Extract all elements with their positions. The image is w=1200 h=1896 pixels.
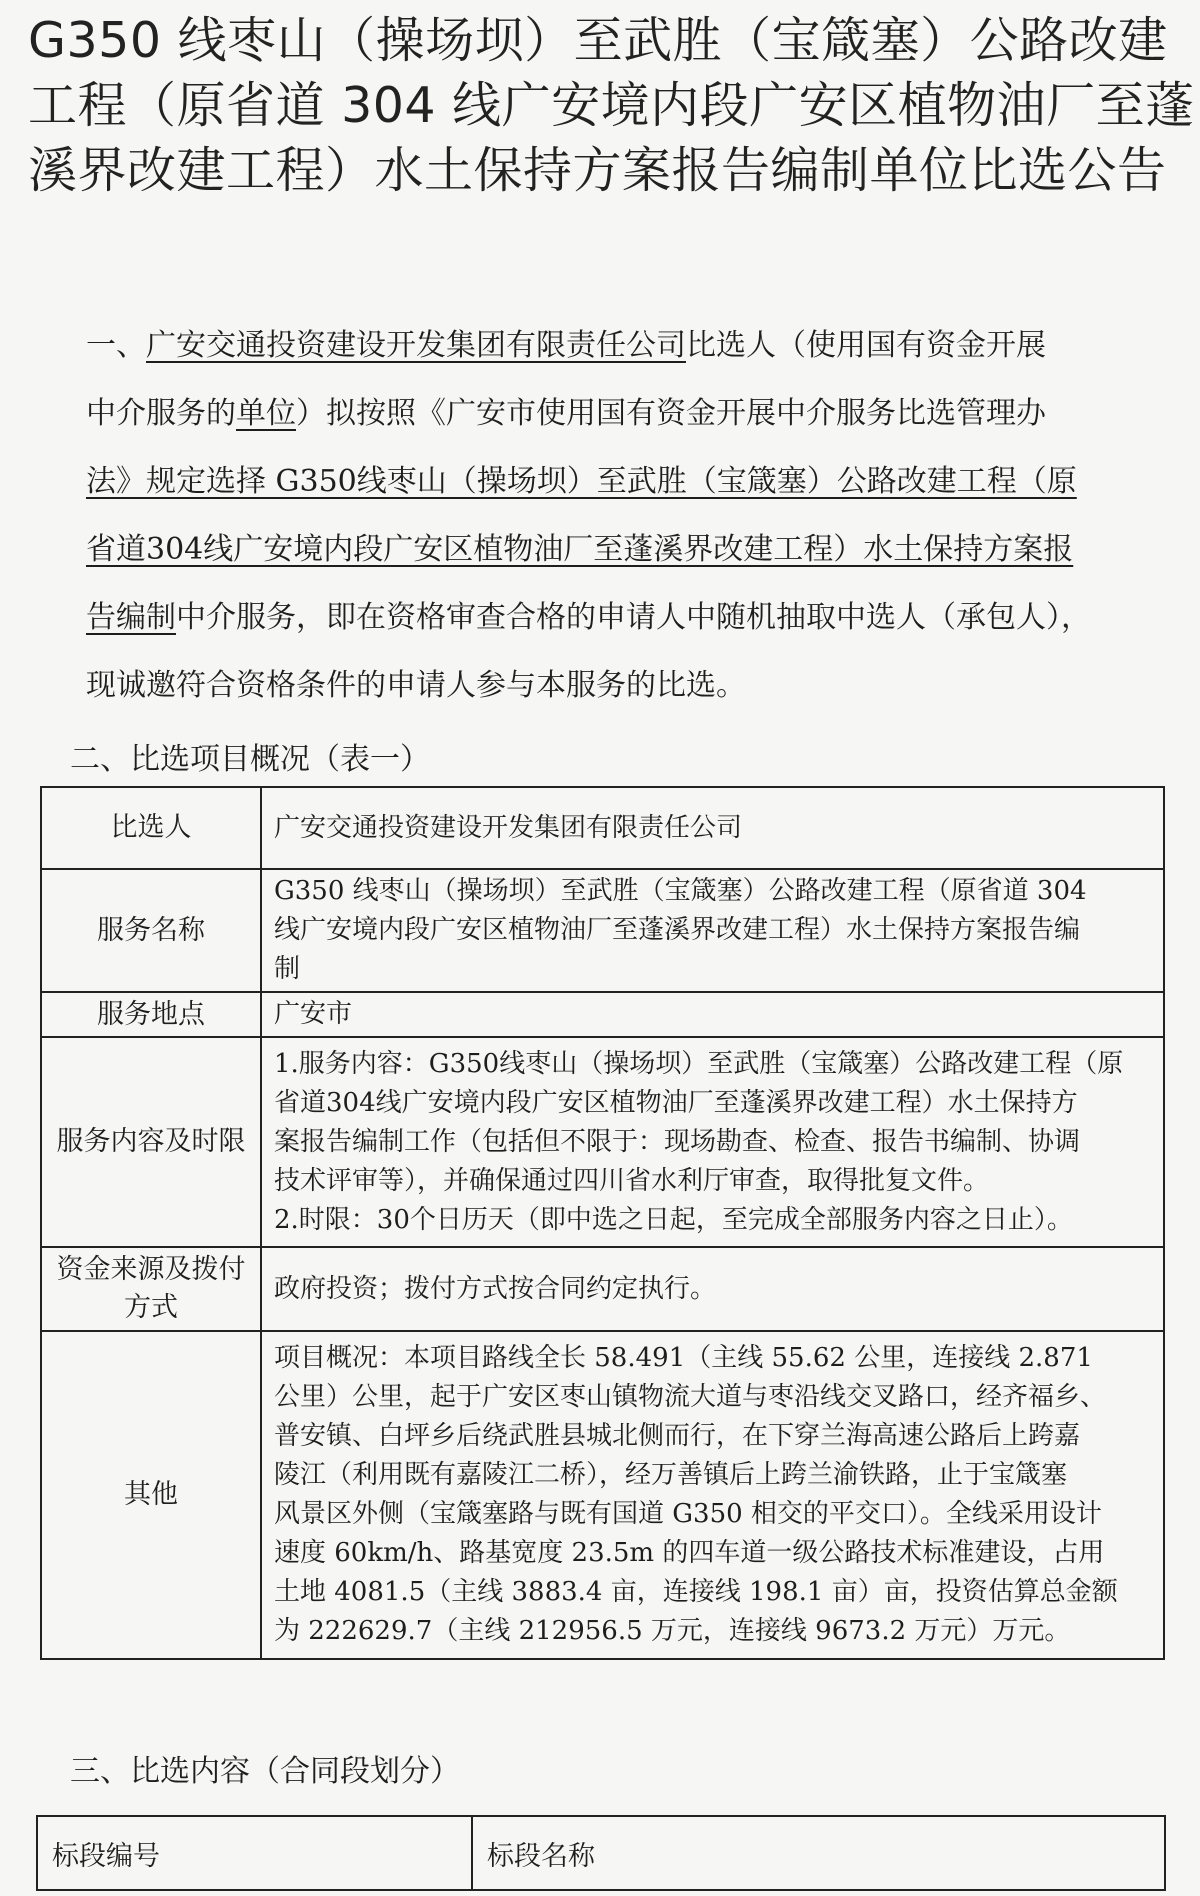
paragraph-line: 中介服务的单位）拟按照《广安市使用国有资金开展中介服务比选管理办 xyxy=(86,396,1046,431)
row-value: 政府投资；拨付方式按合同约定执行。 xyxy=(261,1247,1164,1331)
table-row xyxy=(41,1037,1164,1247)
paragraph-line: 现诚邀符合资格条件的申请人参与本服务的比选。 xyxy=(86,668,746,703)
contract-lots-table xyxy=(36,1815,1166,1891)
table-row xyxy=(41,1247,1164,1331)
title-line: G350 线枣山（操场坝）至武胜（宝箴塞）公路改建 xyxy=(28,12,1168,69)
row-label: 资金来源及拨付 方式 xyxy=(41,1247,261,1331)
row-label: 服务名称 xyxy=(41,869,261,992)
section3-heading: 三、比选内容（合同段划分） xyxy=(70,1754,460,1789)
section2-heading: 二、比选项目概况（表一） xyxy=(70,742,430,777)
row-value: G350 线枣山（操场坝）至武胜（宝箴塞）公路改建工程（原省道 304 线广安境内段广安区植物油厂至蓬溪界改建工程）水土保持方案报告编 制 xyxy=(261,869,1164,992)
table-row xyxy=(41,1331,1164,1659)
row-value: 项目概况：本项目路线全长 58.491（主线 55.62 公里，连接线 2.871 公里）公里，起于广安区枣山镇物流大道与枣沿线交叉路口，经齐福乡、 普安镇、白坪乡后绕武胜县城北侧而行，在下穿兰海高速公路后上跨嘉 陵江（利用既有嘉陵江二桥），经万善镇后上跨兰渝铁路，止于宝箴塞 风景区外侧（宝箴塞路与既有国道 G350 相交的平交口）。全线采用设计 速度 60km/h、路基宽度 23.5m 的四车道一级公路技术标准建设，占用 土地 4081.5（主线 3883.4 亩，连接线 198.1 亩）亩，投资估算总金额 为 222629.7（主线 212956.5 万元，连接线 9673.2 万元）万元。 xyxy=(261,1331,1164,1659)
document-title xyxy=(28,8,1195,203)
table-header-row xyxy=(37,1816,1165,1890)
section1-paragraph xyxy=(86,312,1170,720)
underlined-text: 广安交通投资建设开发集团有限责任公司 xyxy=(146,328,686,363)
underlined-text: 省道304线广安境内段广安区植物油厂至蓬溪界改建工程）水土保持方案报 xyxy=(86,532,1074,567)
table-row xyxy=(41,787,1164,869)
row-value: 1.服务内容：G350线枣山（操场坝）至武胜（宝箴塞）公路改建工程（原 省道304线广安境内段广安区植物油厂至蓬溪界改建工程）水土保持方 案报告编制工作（包括但不限于：现场勘查、检查、报告书编制、协调 技术评审等），并确保通过四川省水利厅审查，取得批复文件。 2.时限：30个日历天（即中选之日起，至完成全部服务内容之日止）。 xyxy=(261,1037,1164,1247)
title-line: 工程（原省道 304 线广安境内段广安区植物油厂至蓬 xyxy=(28,77,1195,134)
project-overview-table xyxy=(40,786,1165,1660)
row-label: 服务内容及时限 xyxy=(41,1037,261,1247)
table-row xyxy=(41,869,1164,992)
column-header-lot-name: 标段名称 xyxy=(472,1816,1165,1890)
row-value: 广安交通投资建设开发集团有限责任公司 xyxy=(261,787,1164,869)
paragraph-line: 告编制中介服务，即在资格审查合格的申请人中随机抽取中选人（承包人）， xyxy=(86,600,1091,635)
row-label: 服务地点 xyxy=(41,992,261,1037)
paragraph-line xyxy=(86,448,1170,516)
row-label: 其他 xyxy=(41,1331,261,1659)
column-header-lot-number: 标段编号 xyxy=(37,1816,472,1890)
row-label: 比选人 xyxy=(41,787,261,869)
underlined-text: 告编制 xyxy=(86,600,176,635)
row-value: 广安市 xyxy=(261,992,1164,1037)
underlined-text: 单位 xyxy=(236,396,296,431)
title-line: 溪界改建工程）水土保持方案报告编制单位比选公告 xyxy=(28,142,1167,199)
underlined-text: 法》规定选择 G350线枣山（操场坝）至武胜（宝箴塞）公路改建工程（原 xyxy=(86,464,1077,499)
paragraph-line xyxy=(86,516,1170,584)
paragraph-line: 一、广安交通投资建设开发集团有限责任公司比选人（使用国有资金开展 xyxy=(86,328,1046,363)
table-row xyxy=(41,992,1164,1037)
